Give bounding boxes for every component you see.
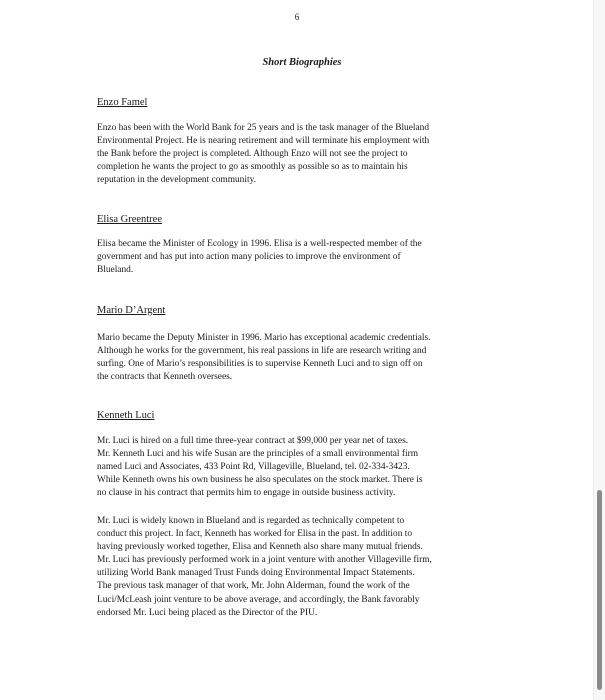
page-number: 6 [294,12,300,22]
text-line: utilizing World Bank managed Trust Funds doing Environmental Impact Statements. [97,568,415,579]
text-line: completion he wants the project to go as smoothly as possible so as to maintain his [97,162,408,173]
text-line: having previously worked together, Elisa and Kenneth also share many mutual friends. [97,542,423,553]
text-line: the Bank before the project is completed. Although Enzo will not see the project to [97,149,408,160]
text-line: Mario became the Deputy Minister in 1996. Mario has exceptional academic credentials. [97,333,431,343]
text-line: Mr. Luci is hired on a full time three-year contract at $99,000 per year net of taxes. [97,436,409,446]
text-line: the contracts that Kenneth oversees. [97,372,233,383]
bio-name-mario-dargent: Mario D’Argent [97,305,166,316]
bio-name-enzo-famel: Enzo Famel [97,97,148,108]
bio-paragraph [97,515,509,620]
text-line: conduct this project. In fact, Kenneth has worked for Elisa in the past. In addition to [97,529,413,540]
scrollbar-thumb[interactable] [597,490,602,690]
text-line: Enzo has been with the World Bank for 25 years and is the task manager of the Blueland [97,123,430,133]
bio-paragraph [97,332,509,384]
text-line: Mr. Luci is widely known in Blueland and is regarded as technically competent to [97,516,405,526]
bio-paragraph [97,435,509,500]
text-line: Mr. Luci has previously performed work in a joint venture with another Villageville firm, [97,555,432,566]
text-line: Mr. Kenneth Luci and his wife Susan are the principles of a small environmental firm [97,449,419,460]
text-line: no clause in his contract that permits him to engage in outside business activity. [97,488,396,499]
text-line: Blueland. [97,265,134,276]
text-line: surfing. One of Mario’s responsibilities is to supervise Kenneth Luci and to sign off on [97,359,423,370]
text-line: endorsed Mr. Luci being placed as the Director of the PIU. [97,607,318,618]
text-line: named Luci and Associates, 433 Point Rd, Villageville, Blueland, tel. 02-334-3423. [97,462,410,473]
text-line: Elisa became the Minister of Ecology in 1996. Elisa is a well-respected member of the [97,239,422,249]
text-line: government and has put into action many policies to improve the environment of [97,252,401,263]
text-line: reputation in the development community. [97,175,256,186]
bio-paragraph [97,238,509,277]
vertical-scrollbar[interactable] [593,0,605,700]
text-line: Although he works for the government, his real passions in life are research writing and [97,346,427,357]
text-line: While Kenneth owns his own business he also speculates on the stock market. There is [97,475,423,486]
document-title: Short Biographies [262,57,342,68]
text-line: Luci/McLeash joint venture to be above average, and accordingly, the Bank favorably [97,594,420,605]
bio-name-elisa-greentree: Elisa Greentree [97,214,163,225]
text-line: The previous task manager of that work, Mr. John Alderman, found the work of the [97,581,410,592]
text-line: Environmental Project. He is nearing retirement and will terminate his employment with [97,136,430,147]
bio-name-kenneth-luci: Kenneth Luci [97,410,155,421]
bio-paragraph [97,122,509,187]
